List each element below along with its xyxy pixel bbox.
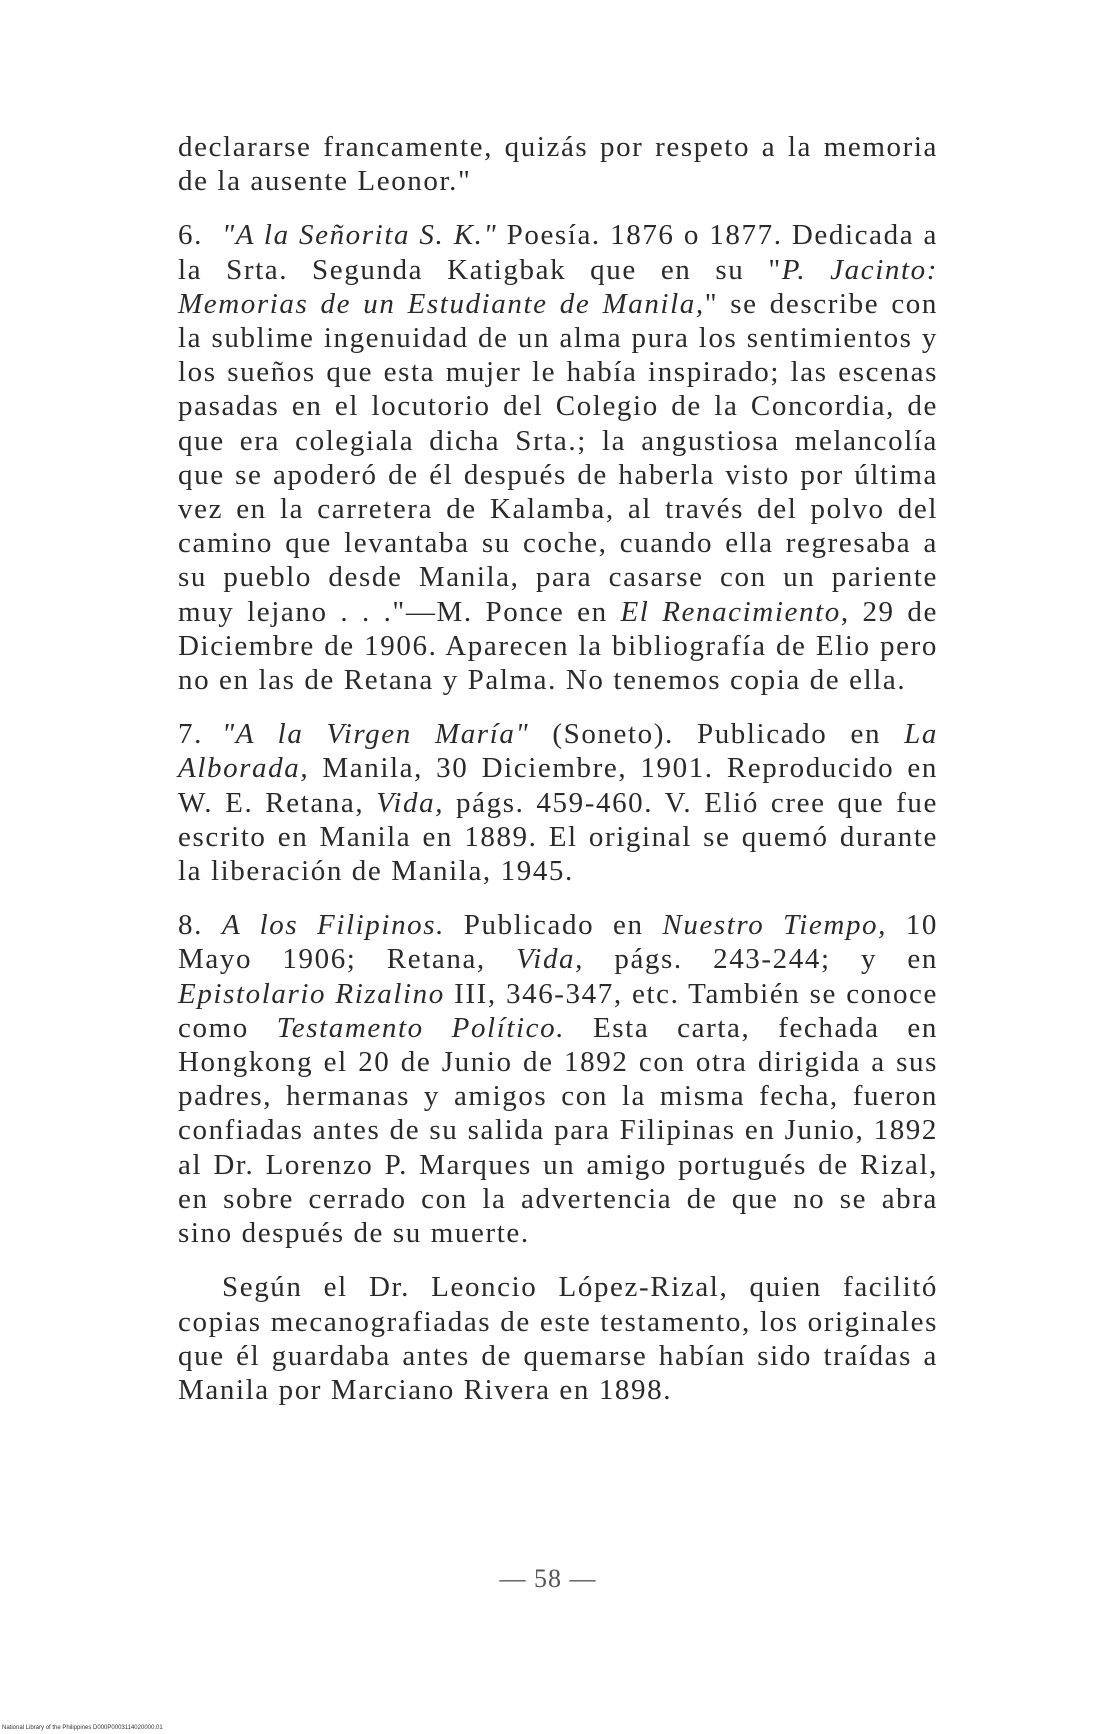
entry-8 <box>178 908 938 1250</box>
cited-work: Testamento Político. <box>276 1011 566 1044</box>
entry-title: "A la Señorita S. K." <box>222 219 498 252</box>
entry-text: 10 Mayo 1906; Retana, <box>178 909 938 976</box>
cited-work: Vida, <box>516 943 584 976</box>
cited-work: Epistolario Rizalino <box>178 977 445 1010</box>
entry-text: (Soneto). Publicado en <box>529 718 905 751</box>
final-paragraph: Según el Dr. Leoncio López-Rizal, quien facilitó copias mecanografiadas de este testamento, los originales que él guardaba antes de quemarse habían sido traídas a Manila por Marciano Rivera en 1898. <box>178 1271 938 1406</box>
scan-credit: National Library of the Philippines D000P0003114020000.01 <box>2 1725 163 1731</box>
entry-number: 8. <box>178 909 203 942</box>
cited-work: La Alborada, <box>178 718 938 785</box>
cited-work: Nuestro Tiempo, <box>662 909 887 942</box>
entry-text: págs. 459-460. V. Elió cree que fue escrito en Manila en 1889. El original se quemó durante la liberación de Manila, 1945. <box>178 786 938 888</box>
entry-text: 29 de Diciembre de 1906. Aparecen la bibliografía de Elio pero no en las de Retana y Palma. No tenemos copia de ella. <box>178 595 938 697</box>
entry-7 <box>178 717 938 888</box>
entry-6 <box>178 218 938 697</box>
body-text <box>178 130 938 1407</box>
entry-text: " se describe con la sublime ingenuidad de un alma pura los sentimientos y los sueños que esta mujer le había inspirado; las escenas pasadas en el locutorio del Colegio de la Concordia, de que era colegiala dicha Srta.; la angustiosa melancolía que se apoderó de él después de haberla visto por última vez en la carretera de Kalamba, al través del polvo del camino que levantaba su coche, cuando ella regresaba a su pueblo desde Manila, para casarse con un pariente muy lejano . . ."—M. Ponce en <box>178 287 938 628</box>
entry-text: págs. 243-244; y en <box>584 943 938 976</box>
entry-number: 7. <box>178 718 203 751</box>
entry-text: Publicado en <box>445 909 663 942</box>
cited-work: P. Jacinto: Memorias de un Estudiante de Manila, <box>178 253 938 320</box>
entry-text: III, 346-347, etc. También se conoce como <box>178 977 938 1044</box>
entry-title: A los Filipinos. <box>222 909 446 942</box>
entry-text: Poesía. 1876 o 1877. Dedicada a la Srta. Segunda Katigbak que en su " <box>178 219 938 286</box>
entry-title: "A la Virgen María" <box>222 718 530 751</box>
entry-text: Manila, 30 Diciembre, 1901. Reproducido en W. E. Retana, <box>178 752 938 819</box>
cited-work: Vida, <box>376 786 445 819</box>
intro-paragraph: declararse francamente, quizás por respeto a la memoria de la ausente Leonor." <box>178 131 938 198</box>
cited-work: El Renacimiento, <box>620 595 850 628</box>
entry-text: Esta carta, fechada en Hongkong el 20 de Junio de 1892 con otra dirigida a sus padres, hermanas y amigos con la misma fecha, fueron confiadas antes de su salida para Filipinas en Junio, 1892 al Dr. Lorenzo P. Marques un amigo portugués de Rizal, en sobre cerrado con la advertencia de que no se abra sino después de su muerte. <box>178 1011 938 1250</box>
entry-number: 6. <box>178 219 203 252</box>
page-number: — 58 — <box>499 1564 597 1593</box>
